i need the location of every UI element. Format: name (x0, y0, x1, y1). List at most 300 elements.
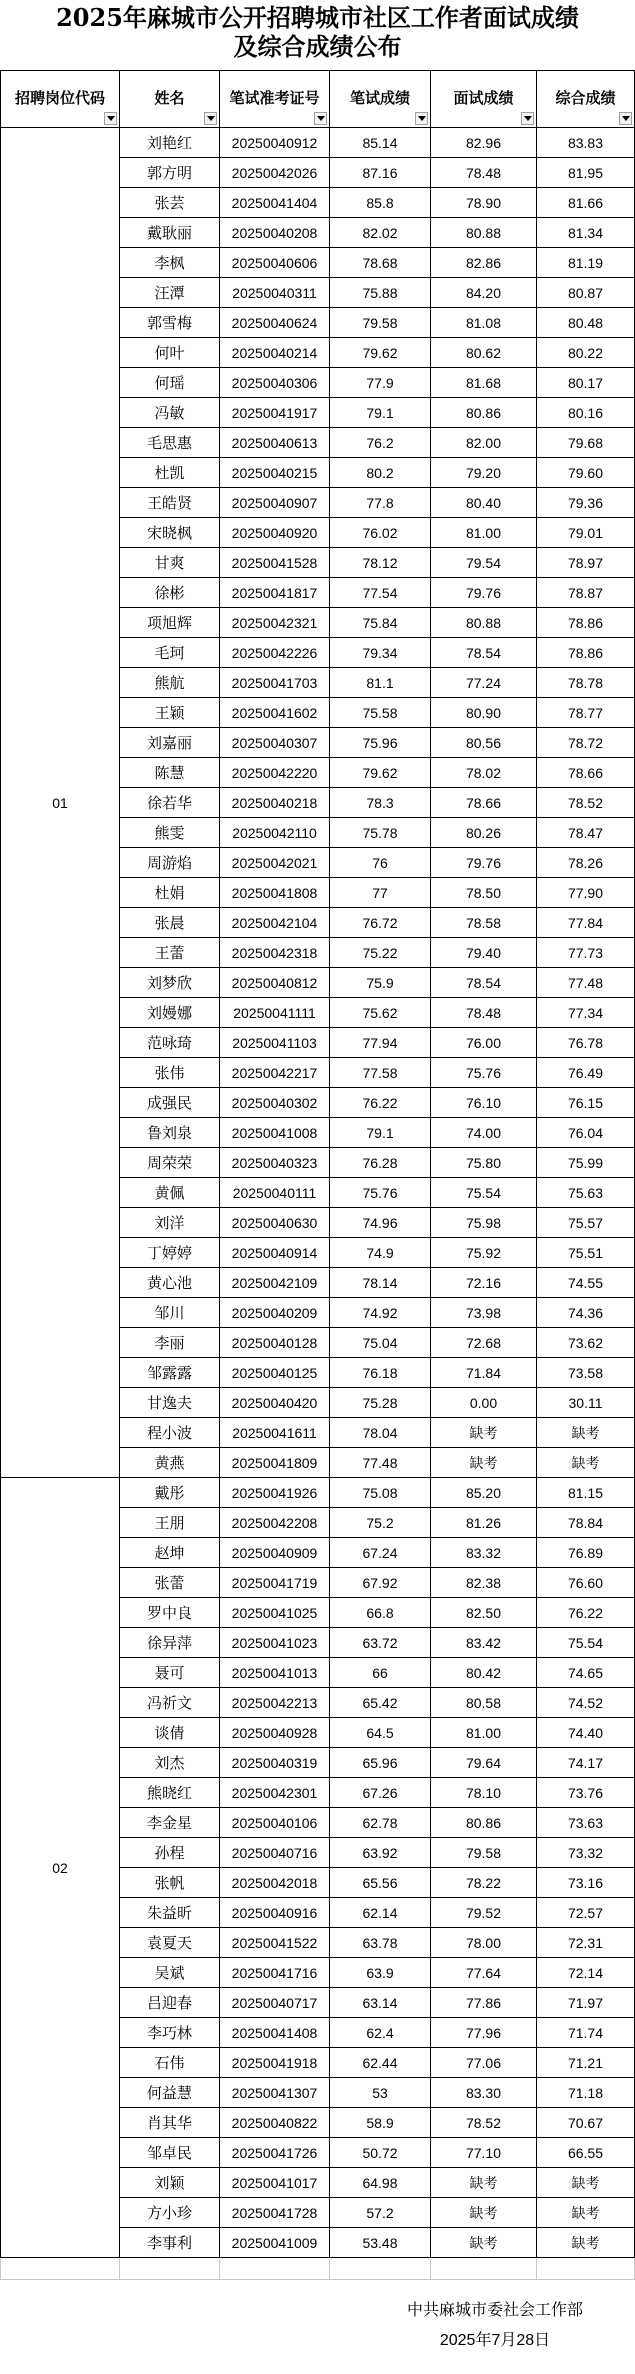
header-interview-score (431, 70, 537, 128)
total-score-cell: 73.63 (537, 1808, 635, 1838)
total-score-cell: 71.18 (537, 2078, 635, 2108)
blank-cell (330, 2258, 431, 2280)
dropdown-arrow-icon (317, 116, 325, 121)
total-score-cell: 78.87 (537, 578, 635, 608)
written-score-cell: 74.92 (330, 1298, 431, 1328)
interview-score-cell: 77.06 (431, 2048, 537, 2078)
ticket-number-cell: 20250041009 (220, 2228, 330, 2258)
name-cell: 戴彤 (120, 1478, 220, 1508)
total-score-cell: 72.14 (537, 1958, 635, 1988)
written-score-cell: 75.84 (330, 608, 431, 638)
name-cell: 张伟 (120, 1058, 220, 1088)
written-score-cell: 79.62 (330, 758, 431, 788)
name-cell: 何叶 (120, 338, 220, 368)
name-cell: 甘爽 (120, 548, 220, 578)
interview-score-cell: 80.88 (431, 218, 537, 248)
total-score-cell: 76.49 (537, 1058, 635, 1088)
header-written-score (330, 70, 431, 128)
total-score-cell: 79.01 (537, 518, 635, 548)
name-cell: 周游焰 (120, 848, 220, 878)
interview-score-cell: 缺考 (431, 2228, 537, 2258)
ticket-number-cell: 20250040307 (220, 728, 330, 758)
written-score-cell: 76.02 (330, 518, 431, 548)
name-cell: 程小波 (120, 1418, 220, 1448)
ticket-number-cell: 20250041111 (220, 998, 330, 1028)
header-position-code (0, 70, 120, 128)
filter-button-interview-score[interactable] (521, 112, 534, 125)
interview-score-cell: 79.54 (431, 548, 537, 578)
total-score-cell: 74.40 (537, 1718, 635, 1748)
interview-score-cell: 76.10 (431, 1088, 537, 1118)
interview-score-cell: 85.20 (431, 1478, 537, 1508)
name-cell: 杜娟 (120, 878, 220, 908)
filter-button-name[interactable] (204, 112, 217, 125)
total-score-cell: 75.51 (537, 1238, 635, 1268)
ticket-number-cell: 20250040209 (220, 1298, 330, 1328)
written-score-cell: 63.92 (330, 1838, 431, 1868)
name-cell: 肖其华 (120, 2108, 220, 2138)
header-label: 面试成绩 (453, 90, 514, 107)
written-score-cell: 76.2 (330, 428, 431, 458)
written-score-cell: 67.92 (330, 1568, 431, 1598)
dropdown-arrow-icon (107, 116, 115, 121)
ticket-number-cell: 20250041728 (220, 2198, 330, 2228)
name-cell: 方小珍 (120, 2198, 220, 2228)
interview-score-cell: 80.62 (431, 338, 537, 368)
interview-score-cell: 81.00 (431, 518, 537, 548)
ticket-number-cell: 20250041528 (220, 548, 330, 578)
ticket-number-cell: 20250041017 (220, 2168, 330, 2198)
interview-score-cell: 80.86 (431, 1808, 537, 1838)
name-cell: 李巧林 (120, 2018, 220, 2048)
ticket-number-cell: 20250041008 (220, 1118, 330, 1148)
ticket-number-cell: 20250041918 (220, 2048, 330, 2078)
interview-score-cell: 缺考 (431, 2198, 537, 2228)
total-score-cell: 70.67 (537, 2108, 635, 2138)
total-score-cell: 73.32 (537, 1838, 635, 1868)
name-cell: 鲁刘泉 (120, 1118, 220, 1148)
ticket-number-cell: 20250041719 (220, 1568, 330, 1598)
total-score-cell: 73.62 (537, 1328, 635, 1358)
interview-score-cell: 0.00 (431, 1388, 537, 1418)
ticket-number-cell: 20250041602 (220, 698, 330, 728)
ticket-number-cell: 20250040716 (220, 1838, 330, 1868)
written-score-cell: 67.24 (330, 1538, 431, 1568)
interview-score-cell: 78.58 (431, 908, 537, 938)
ticket-number-cell: 20250041917 (220, 398, 330, 428)
written-score-cell: 75.9 (330, 968, 431, 998)
name-cell: 郭方明 (120, 158, 220, 188)
filter-button-total-score[interactable] (619, 112, 632, 125)
dropdown-arrow-icon (207, 116, 215, 121)
ticket-number-cell: 20250040323 (220, 1148, 330, 1178)
name-cell: 熊航 (120, 668, 220, 698)
interview-score-cell: 83.30 (431, 2078, 537, 2108)
written-score-cell: 85.8 (330, 188, 431, 218)
ticket-number-cell: 20250040128 (220, 1328, 330, 1358)
ticket-number-cell: 20250040912 (220, 128, 330, 158)
filter-button-written-score[interactable] (415, 112, 428, 125)
interview-score-cell: 缺考 (431, 1448, 537, 1478)
ticket-number-cell: 20250041716 (220, 1958, 330, 1988)
blank-cell (431, 2258, 537, 2280)
interview-score-cell: 82.00 (431, 428, 537, 458)
blank-cell (537, 2258, 635, 2280)
written-score-cell: 79.58 (330, 308, 431, 338)
total-score-cell: 72.31 (537, 1928, 635, 1958)
blank-cell (120, 2258, 220, 2280)
written-score-cell: 78.12 (330, 548, 431, 578)
total-score-cell: 缺考 (537, 1418, 635, 1448)
ticket-number-cell: 20250040928 (220, 1718, 330, 1748)
name-cell: 何瑶 (120, 368, 220, 398)
name-cell: 冯祈文 (120, 1688, 220, 1718)
written-score-cell: 75.88 (330, 278, 431, 308)
total-score-cell: 78.52 (537, 788, 635, 818)
name-cell: 刘嫚娜 (120, 998, 220, 1028)
written-score-cell: 75.78 (330, 818, 431, 848)
dropdown-arrow-icon (622, 116, 630, 121)
name-cell: 成强民 (120, 1088, 220, 1118)
written-score-cell: 75.04 (330, 1328, 431, 1358)
name-cell: 刘洋 (120, 1208, 220, 1238)
interview-score-cell: 80.58 (431, 1688, 537, 1718)
interview-score-cell: 84.20 (431, 278, 537, 308)
written-score-cell: 75.2 (330, 1508, 431, 1538)
interview-score-cell: 80.88 (431, 608, 537, 638)
total-score-cell: 72.57 (537, 1898, 635, 1928)
written-score-cell: 79.1 (330, 1118, 431, 1148)
name-cell: 毛思惠 (120, 428, 220, 458)
interview-score-cell: 80.26 (431, 818, 537, 848)
ticket-number-cell: 20250041307 (220, 2078, 330, 2108)
total-score-cell: 75.57 (537, 1208, 635, 1238)
name-cell: 吴斌 (120, 1958, 220, 1988)
interview-score-cell: 79.40 (431, 938, 537, 968)
interview-score-cell: 82.96 (431, 128, 537, 158)
written-score-cell: 65.96 (330, 1748, 431, 1778)
blank-cell (220, 2258, 330, 2280)
issuing-organization: 中共麻城市委社会工作部 (406, 2302, 583, 2319)
total-score-cell: 81.15 (537, 1478, 635, 1508)
total-score-cell: 78.77 (537, 698, 635, 728)
name-cell: 徐异萍 (120, 1628, 220, 1658)
name-cell: 王颖 (120, 698, 220, 728)
ticket-number-cell: 20250040630 (220, 1208, 330, 1238)
interview-score-cell: 78.52 (431, 2108, 537, 2138)
written-score-cell: 79.34 (330, 638, 431, 668)
name-cell: 邹卓民 (120, 2138, 220, 2168)
page-title (0, 3, 635, 61)
header-label: 笔试成绩 (349, 90, 410, 107)
total-score-cell: 76.60 (537, 1568, 635, 1598)
dropdown-arrow-icon (418, 116, 426, 121)
ticket-number-cell: 20250041926 (220, 1478, 330, 1508)
name-cell: 张帆 (120, 1868, 220, 1898)
total-score-cell: 81.34 (537, 218, 635, 248)
interview-score-cell: 81.00 (431, 1718, 537, 1748)
interview-score-cell: 78.10 (431, 1778, 537, 1808)
interview-score-cell: 78.48 (431, 998, 537, 1028)
name-cell: 刘杰 (120, 1748, 220, 1778)
ticket-number-cell: 20250041023 (220, 1628, 330, 1658)
name-cell: 刘艳红 (120, 128, 220, 158)
name-cell: 邹川 (120, 1298, 220, 1328)
total-score-cell: 74.55 (537, 1268, 635, 1298)
total-score-cell: 76.89 (537, 1538, 635, 1568)
total-score-cell: 73.58 (537, 1358, 635, 1388)
interview-score-cell: 78.00 (431, 1928, 537, 1958)
total-score-cell: 30.11 (537, 1388, 635, 1418)
written-score-cell: 75.22 (330, 938, 431, 968)
total-score-cell: 73.76 (537, 1778, 635, 1808)
written-score-cell: 62.14 (330, 1898, 431, 1928)
header-name (120, 70, 220, 128)
ticket-number-cell: 20250042318 (220, 938, 330, 968)
name-cell: 项旭辉 (120, 608, 220, 638)
header-label: 综合成绩 (555, 90, 616, 107)
written-score-cell: 77 (330, 878, 431, 908)
ticket-number-cell: 20250040106 (220, 1808, 330, 1838)
name-cell: 邹露露 (120, 1358, 220, 1388)
interview-score-cell: 81.26 (431, 1508, 537, 1538)
name-cell: 冯敏 (120, 398, 220, 428)
name-cell: 刘嘉丽 (120, 728, 220, 758)
written-score-cell: 75.96 (330, 728, 431, 758)
ticket-number-cell: 20250041611 (220, 1418, 330, 1448)
name-cell: 熊晓红 (120, 1778, 220, 1808)
name-cell: 王皓贤 (120, 488, 220, 518)
ticket-number-cell: 20250040914 (220, 1238, 330, 1268)
written-score-cell: 76.22 (330, 1088, 431, 1118)
total-score-cell: 73.16 (537, 1868, 635, 1898)
ticket-number-cell: 20250041817 (220, 578, 330, 608)
written-score-cell: 75.08 (330, 1478, 431, 1508)
name-cell: 毛珂 (120, 638, 220, 668)
ticket-number-cell: 20250041013 (220, 1658, 330, 1688)
name-cell: 黄心池 (120, 1268, 220, 1298)
written-score-cell: 81.1 (330, 668, 431, 698)
interview-score-cell: 73.98 (431, 1298, 537, 1328)
ticket-number-cell: 20250041808 (220, 878, 330, 908)
interview-score-cell: 82.86 (431, 248, 537, 278)
interview-score-cell: 78.66 (431, 788, 537, 818)
interview-score-cell: 79.20 (431, 458, 537, 488)
ticket-number-cell: 20250042301 (220, 1778, 330, 1808)
total-score-cell: 缺考 (537, 2198, 635, 2228)
ticket-number-cell: 20250040822 (220, 2108, 330, 2138)
written-score-cell: 77.54 (330, 578, 431, 608)
interview-score-cell: 76.00 (431, 1028, 537, 1058)
name-cell: 甘逸夫 (120, 1388, 220, 1418)
name-cell: 徐彬 (120, 578, 220, 608)
ticket-number-cell: 20250041408 (220, 2018, 330, 2048)
total-score-cell: 71.74 (537, 2018, 635, 2048)
interview-score-cell: 78.90 (431, 188, 537, 218)
ticket-number-cell: 20250040306 (220, 368, 330, 398)
written-score-cell: 53 (330, 2078, 431, 2108)
name-cell: 刘梦欣 (120, 968, 220, 998)
total-score-cell: 81.66 (537, 188, 635, 218)
name-cell: 汪潭 (120, 278, 220, 308)
ticket-number-cell: 20250042018 (220, 1868, 330, 1898)
ticket-number-cell: 20250040111 (220, 1178, 330, 1208)
written-score-cell: 82.02 (330, 218, 431, 248)
name-cell: 黄佩 (120, 1178, 220, 1208)
total-score-cell: 74.17 (537, 1748, 635, 1778)
written-score-cell: 75.76 (330, 1178, 431, 1208)
interview-score-cell: 77.10 (431, 2138, 537, 2168)
interview-score-cell: 78.50 (431, 878, 537, 908)
name-cell: 何益慧 (120, 2078, 220, 2108)
name-cell: 徐若华 (120, 788, 220, 818)
total-score-cell: 76.22 (537, 1598, 635, 1628)
interview-score-cell: 74.00 (431, 1118, 537, 1148)
name-cell: 刘颖 (120, 2168, 220, 2198)
written-score-cell: 64.98 (330, 2168, 431, 2198)
written-score-cell: 64.5 (330, 1718, 431, 1748)
total-score-cell: 83.83 (537, 128, 635, 158)
title-line-1: 2025年麻城市公开招聘城市社区工作者面试成绩 (56, 3, 579, 32)
dropdown-arrow-icon (524, 116, 532, 121)
total-score-cell: 75.54 (537, 1628, 635, 1658)
written-score-cell: 67.26 (330, 1778, 431, 1808)
name-cell: 杜凯 (120, 458, 220, 488)
ticket-number-cell: 20250042208 (220, 1508, 330, 1538)
ticket-number-cell: 20250040920 (220, 518, 330, 548)
footer-signature (385, 2296, 605, 2356)
written-score-cell: 53.48 (330, 2228, 431, 2258)
name-cell: 罗中良 (120, 1598, 220, 1628)
interview-score-cell: 78.54 (431, 968, 537, 998)
total-score-cell: 78.86 (537, 608, 635, 638)
interview-score-cell: 75.76 (431, 1058, 537, 1088)
written-score-cell: 65.56 (330, 1868, 431, 1898)
written-score-cell: 62.4 (330, 2018, 431, 2048)
written-score-cell: 50.72 (330, 2138, 431, 2168)
total-score-cell: 78.97 (537, 548, 635, 578)
written-score-cell: 75.58 (330, 698, 431, 728)
written-score-cell: 76.72 (330, 908, 431, 938)
name-cell: 郭雪梅 (120, 308, 220, 338)
name-cell: 黄燕 (120, 1448, 220, 1478)
blank-cell (0, 2258, 120, 2280)
interview-score-cell: 77.86 (431, 1988, 537, 2018)
ticket-number-cell: 20250040420 (220, 1388, 330, 1418)
name-cell: 袁夏天 (120, 1928, 220, 1958)
ticket-number-cell: 20250041809 (220, 1448, 330, 1478)
ticket-number-cell: 20250040606 (220, 248, 330, 278)
name-cell: 张芸 (120, 188, 220, 218)
ticket-number-cell: 20250041522 (220, 1928, 330, 1958)
ticket-number-cell: 20250040319 (220, 1748, 330, 1778)
interview-score-cell: 82.50 (431, 1598, 537, 1628)
interview-score-cell: 79.76 (431, 848, 537, 878)
total-score-cell: 76.78 (537, 1028, 635, 1058)
ticket-number-cell: 20250040624 (220, 308, 330, 338)
interview-score-cell: 75.54 (431, 1178, 537, 1208)
interview-score-cell: 77.96 (431, 2018, 537, 2048)
ticket-number-cell: 20250042110 (220, 818, 330, 848)
name-cell: 赵坤 (120, 1538, 220, 1568)
issue-date: 2025年7月28日 (439, 2332, 551, 2349)
total-score-cell: 76.15 (537, 1088, 635, 1118)
ticket-number-cell: 20250041404 (220, 188, 330, 218)
ticket-number-cell: 20250041103 (220, 1028, 330, 1058)
name-cell: 李事利 (120, 2228, 220, 2258)
written-score-cell: 76.28 (330, 1148, 431, 1178)
total-score-cell: 80.17 (537, 368, 635, 398)
total-score-cell: 78.72 (537, 728, 635, 758)
total-score-cell: 79.36 (537, 488, 635, 518)
name-cell: 朱益昕 (120, 1898, 220, 1928)
interview-score-cell: 80.56 (431, 728, 537, 758)
filter-button-position-code[interactable] (104, 112, 117, 125)
name-cell: 陈慧 (120, 758, 220, 788)
name-cell: 熊雯 (120, 818, 220, 848)
written-score-cell: 77.9 (330, 368, 431, 398)
written-score-cell: 87.16 (330, 158, 431, 188)
score-table (0, 70, 635, 2280)
interview-score-cell: 78.48 (431, 158, 537, 188)
ticket-number-cell: 20250042321 (220, 608, 330, 638)
ticket-number-cell: 20250040215 (220, 458, 330, 488)
interview-score-cell: 80.42 (431, 1658, 537, 1688)
ticket-number-cell: 20250042226 (220, 638, 330, 668)
ticket-number-cell: 20250040613 (220, 428, 330, 458)
interview-score-cell: 75.80 (431, 1148, 537, 1178)
name-cell: 李枫 (120, 248, 220, 278)
written-score-cell: 63.14 (330, 1988, 431, 2018)
written-score-cell: 78.68 (330, 248, 431, 278)
ticket-number-cell: 20250040208 (220, 218, 330, 248)
interview-score-cell: 75.92 (431, 1238, 537, 1268)
ticket-number-cell: 20250040311 (220, 278, 330, 308)
written-score-cell: 76 (330, 848, 431, 878)
interview-score-cell: 缺考 (431, 1418, 537, 1448)
written-score-cell: 77.48 (330, 1448, 431, 1478)
interview-score-cell: 80.86 (431, 398, 537, 428)
interview-score-cell: 缺考 (431, 2168, 537, 2198)
name-cell: 丁婷婷 (120, 1238, 220, 1268)
written-score-cell: 66.8 (330, 1598, 431, 1628)
written-score-cell: 78.3 (330, 788, 431, 818)
interview-score-cell: 72.16 (431, 1268, 537, 1298)
ticket-number-cell: 20250041703 (220, 668, 330, 698)
written-score-cell: 63.9 (330, 1958, 431, 1988)
total-score-cell: 79.68 (537, 428, 635, 458)
ticket-number-cell: 20250040916 (220, 1898, 330, 1928)
interview-score-cell: 79.76 (431, 578, 537, 608)
total-score-cell: 77.73 (537, 938, 635, 968)
written-score-cell: 63.72 (330, 1628, 431, 1658)
written-score-cell: 79.1 (330, 398, 431, 428)
name-cell: 张晨 (120, 908, 220, 938)
header-total-score (537, 70, 635, 128)
total-score-cell: 77.84 (537, 908, 635, 938)
total-score-cell: 80.16 (537, 398, 635, 428)
filter-button-ticket-number[interactable] (314, 112, 327, 125)
interview-score-cell: 78.02 (431, 758, 537, 788)
written-score-cell: 74.96 (330, 1208, 431, 1238)
total-score-cell: 77.48 (537, 968, 635, 998)
written-score-cell: 79.62 (330, 338, 431, 368)
interview-score-cell: 72.68 (431, 1328, 537, 1358)
total-score-cell: 71.21 (537, 2048, 635, 2078)
total-score-cell: 66.55 (537, 2138, 635, 2168)
ticket-number-cell: 20250040812 (220, 968, 330, 998)
written-score-cell: 77.8 (330, 488, 431, 518)
